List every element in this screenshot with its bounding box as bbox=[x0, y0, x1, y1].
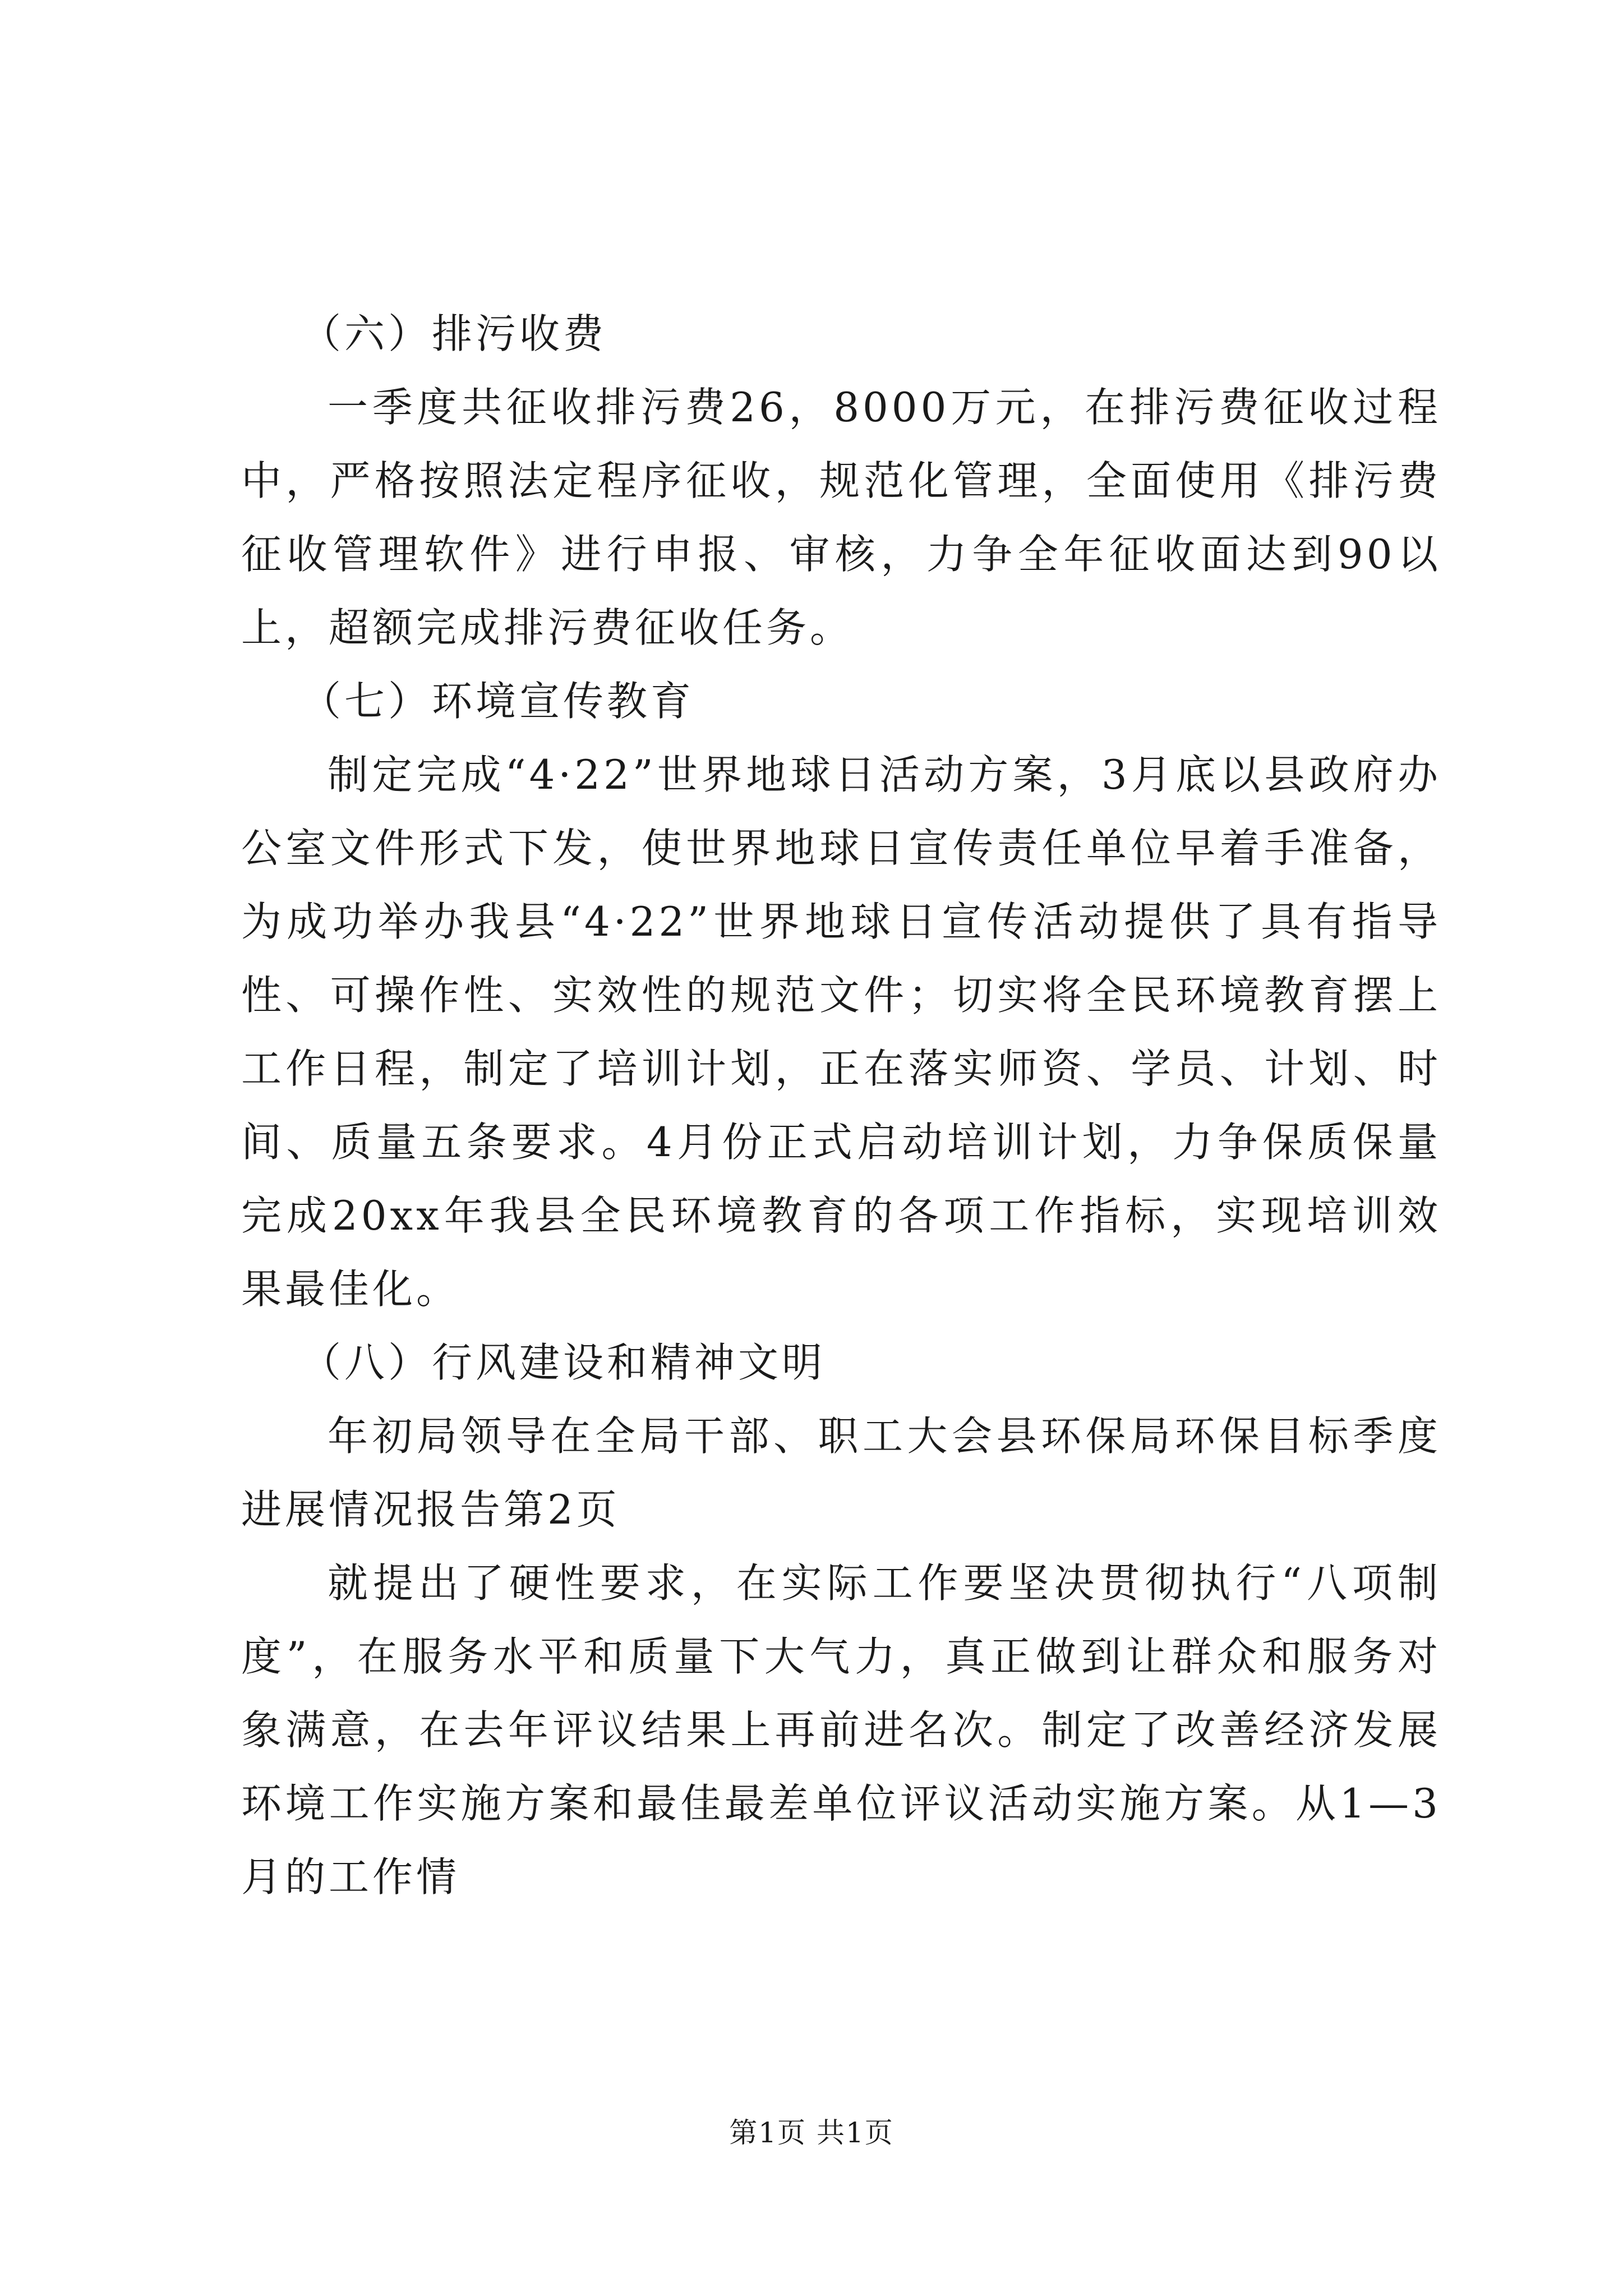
section-heading-6: （六）排污收费 bbox=[301, 310, 607, 357]
section-heading-8: （八）行风建设和精神文明 bbox=[301, 1339, 826, 1386]
paragraph-pollution-fee: 一季度共征收排污费26，8000万元，在排污费征收过程中，严格按照法定程序征收，规范化管理，全面使用《排污费征收管理软件》进行申报、审核，力争全年征收面达到90以上，超额完成排污费征收任务。 bbox=[241, 384, 1441, 651]
paragraph-environment-education: 制定完成“4·22”世界地球日活动方案，3月底以县政府办公室文件形式下发，使世界地球日宣传责任单位早着手准备，为成功举办我县“4·22”世界地球日宣传活动提供了具有指导性、可操作性、实效性的规范文件；切实将全民环境教育摆上工作日程，制定了培训计划，正在落实师资、学员、计划、时间、质量五条要求。4月份正式启动培训计划，力争保质保量完成20xx年我县全民环境教育的各项工作指标，实现培训效果最佳化。 bbox=[241, 751, 1441, 1313]
page-footer: 第1页 共1页 bbox=[729, 2116, 894, 2149]
paragraph-conduct-requirements: 就提出了硬性要求，在实际工作要坚决贯彻执行“八项制度”，在服务水平和质量下大气力，真正做到让群众和服务对象满意，在去年评议结果上再前进名次。制定了改善经济发展环境工作实施方案和最佳最差单位评议活动实施方案。从1—3月的工作情 bbox=[241, 1559, 1441, 1901]
document-body bbox=[241, 297, 1441, 1914]
paragraph-conduct-intro: 年初局领导在全局干部、职工大会县环保局环保目标季度进展情况报告第2页 bbox=[241, 1412, 1441, 1533]
section-heading-7: （七）环境宣传教育 bbox=[301, 678, 695, 725]
